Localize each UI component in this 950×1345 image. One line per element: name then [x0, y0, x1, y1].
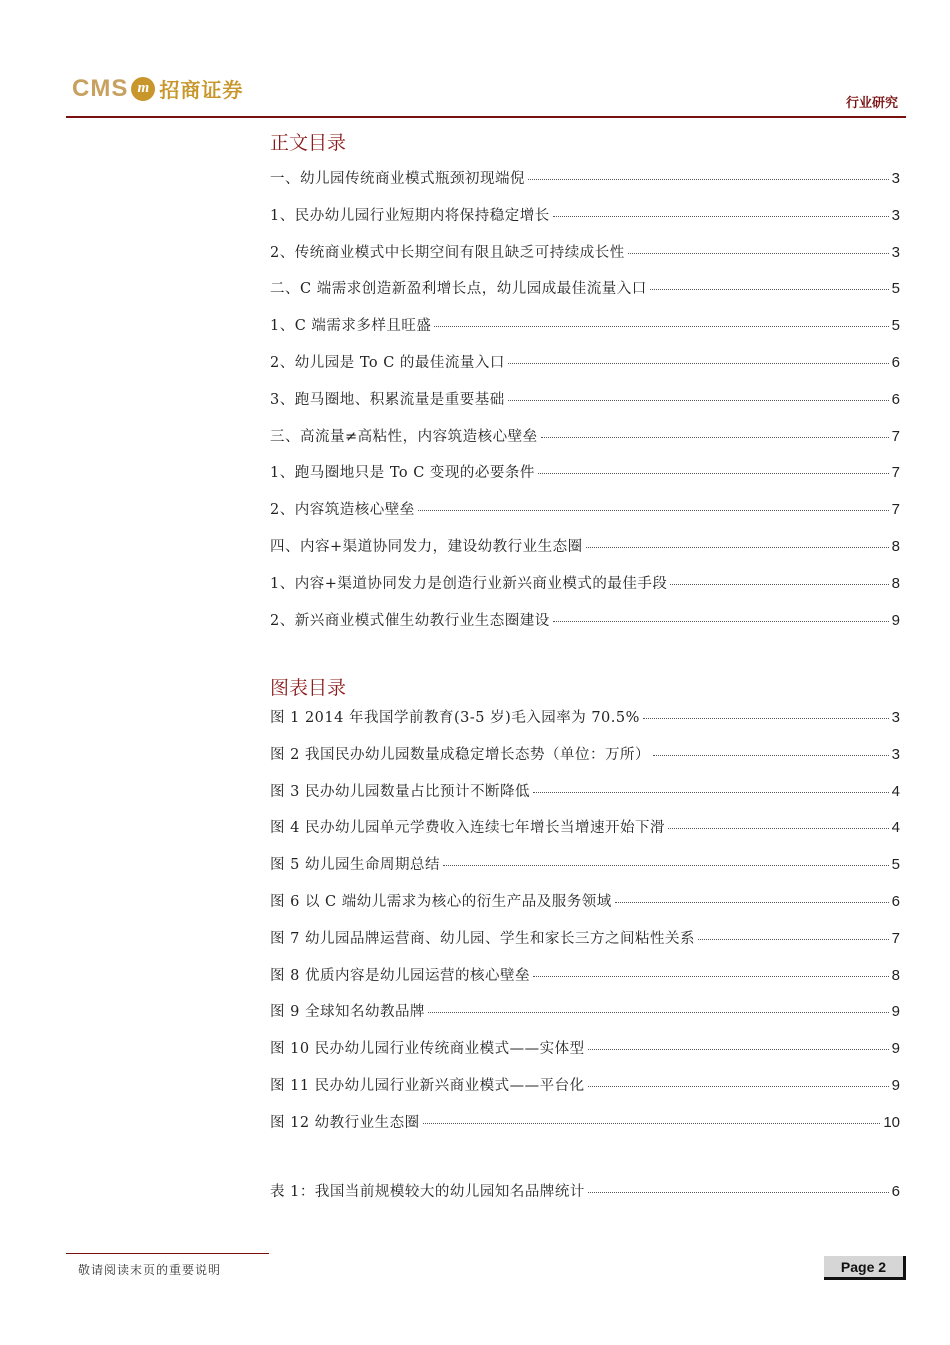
- toc-entry-text: 图 12 幼教行业生态圈: [270, 1114, 420, 1131]
- toc-leader-dots: [553, 216, 889, 217]
- toc-leader-dots: [588, 1192, 889, 1193]
- toc-leader-dots: [628, 253, 889, 254]
- toc-entry-text: 1、内容+渠道协同发力是创造行业新兴商业模式的最佳手段: [270, 575, 668, 592]
- toc-leader-dots: [533, 792, 889, 793]
- company-logo: [72, 74, 243, 103]
- toc-entry[interactable]: [270, 425, 900, 462]
- toc-entry[interactable]: [270, 816, 900, 853]
- toc-entry[interactable]: [270, 780, 900, 817]
- toc-entry-page: 9: [891, 1040, 900, 1058]
- toc-entry-text: 图 11 民办幼儿园行业新兴商业模式——平台化: [270, 1077, 585, 1094]
- figures-title: 图表目录: [270, 677, 347, 699]
- toc-entry-text: 图 4 民办幼儿园单元学费收入连续七年增长当增速开始下滑: [270, 820, 665, 837]
- toc-entry-text: 2、新兴商业模式催生幼教行业生态圈建设: [270, 612, 550, 629]
- toc-leader-dots: [553, 621, 889, 622]
- toc-title: 正文目录: [270, 132, 347, 154]
- toc-leader-dots: [650, 289, 889, 290]
- toc-entry-text: 一、幼儿园传统商业模式瓶颈初现端倪: [270, 171, 525, 187]
- toc-entry[interactable]: [270, 1037, 900, 1074]
- toc-leader-dots: [643, 718, 889, 719]
- logo-chinese-text: 招商证券: [159, 78, 244, 102]
- toc-entry[interactable]: [270, 1074, 900, 1111]
- toc-entry[interactable]: [270, 241, 900, 278]
- toc-entry-text: 3、跑马圈地、积累流量是重要基础: [270, 391, 505, 408]
- toc-entry-page: 3: [891, 206, 900, 224]
- toc-entry-text: 1、跑马圈地只是 To C 变现的必要条件: [270, 465, 535, 482]
- toc-entry-text: 图 3 民办幼儿园数量占比预计不断降低: [270, 783, 530, 800]
- toc-leader-dots: [533, 976, 889, 977]
- toc-leader-dots: [586, 547, 889, 548]
- toc-entry-page: 3: [891, 243, 900, 261]
- toc-entry[interactable]: [270, 890, 900, 927]
- toc-entry-page: 9: [891, 1003, 900, 1021]
- toc-entry-page: 6: [891, 390, 900, 408]
- toc-entry[interactable]: [270, 743, 900, 780]
- toc-entry-page: 4: [891, 782, 900, 800]
- toc-entry-page: 7: [891, 427, 900, 445]
- toc-entry-text: 图 2 我国民办幼儿园数量成稳定增长态势（单位：万所）: [270, 746, 650, 763]
- toc-leader-dots: [443, 865, 889, 866]
- section-label: 行业研究: [845, 96, 898, 111]
- toc-entry-page: 3: [891, 745, 900, 763]
- toc-entry-page: 9: [891, 1076, 900, 1094]
- toc-entry-page: 10: [883, 1113, 900, 1131]
- toc-entry[interactable]: [270, 204, 900, 241]
- toc-entry-page: 7: [891, 929, 900, 947]
- toc-entry[interactable]: [270, 314, 900, 351]
- page-header: [0, 0, 950, 120]
- logo-cms-text: CMS: [72, 74, 129, 102]
- toc-entry-page: 6: [891, 1183, 900, 1200]
- toc-leader-dots: [615, 902, 889, 903]
- toc-entry-text: 图 8 优质内容是幼儿园运营的核心壁垒: [270, 967, 530, 984]
- toc-entry-text: 2、传统商业模式中长期空间有限且缺乏可持续成长性: [270, 244, 625, 261]
- toc-entry-text: 图 7 幼儿园品牌运营商、幼儿园、学生和家长三方之间粘性关系: [270, 930, 695, 947]
- toc-leader-dots: [670, 584, 888, 585]
- toc-entry[interactable]: [270, 853, 900, 890]
- page-number-badge: Page 2: [824, 1256, 906, 1280]
- figures-list: [270, 706, 900, 1148]
- toc-entry-text: 1、民办幼儿园行业短期内将保持稳定增长: [270, 207, 550, 224]
- toc-entry[interactable]: [270, 609, 900, 646]
- toc-entry[interactable]: [270, 1111, 900, 1148]
- toc-entry-page: 5: [891, 280, 900, 298]
- toc-leader-dots: [588, 1086, 889, 1087]
- toc-leader-dots: [428, 1012, 889, 1013]
- toc-leader-dots: [508, 400, 889, 401]
- logo-mark-icon: m: [131, 77, 155, 101]
- toc-entry-page: 7: [891, 464, 900, 482]
- toc-entry-page: 4: [891, 819, 900, 837]
- toc-entry-page: 7: [891, 501, 900, 519]
- toc-entry[interactable]: [270, 498, 900, 535]
- toc-entry-text: 图 10 民办幼儿园行业传统商业模式——实体型: [270, 1041, 585, 1058]
- toc-entry-page: 8: [891, 574, 900, 592]
- toc-entry-page: 8: [891, 966, 900, 984]
- toc-entry[interactable]: [270, 572, 900, 609]
- toc-leader-dots: [508, 363, 889, 364]
- toc-list: [270, 167, 900, 645]
- toc-leader-dots: [434, 326, 888, 327]
- header-divider: [66, 116, 906, 118]
- toc-entry-page: 3: [891, 709, 900, 726]
- toc-entry-text: 2、内容筑造核心壁垒: [270, 502, 415, 519]
- footer-divider: [66, 1253, 269, 1254]
- tables-list: [270, 1180, 900, 1217]
- toc-entry-text: 图 5 幼儿园生命周期总结: [270, 857, 440, 874]
- toc-entry[interactable]: [270, 706, 900, 743]
- toc-entry-text: 图 6 以 C 端幼儿需求为核心的衍生产品及服务领域: [270, 893, 612, 910]
- toc-leader-dots: [418, 510, 889, 511]
- toc-entry[interactable]: [270, 277, 900, 314]
- toc-entry[interactable]: [270, 964, 900, 1001]
- toc-leader-dots: [698, 939, 889, 940]
- toc-leader-dots: [588, 1049, 889, 1050]
- toc-entry-page: 5: [891, 317, 900, 335]
- toc-entry[interactable]: [270, 461, 900, 498]
- toc-leader-dots: [538, 473, 889, 474]
- toc-entry[interactable]: [270, 167, 900, 204]
- toc-entry-page: 6: [891, 892, 900, 910]
- toc-entry[interactable]: [270, 388, 900, 425]
- footer-note: 敬请阅读末页的重要说明: [78, 1263, 222, 1277]
- toc-entry-text: 1、C 端需求多样且旺盛: [270, 318, 432, 335]
- toc-entry-text: 二、C 端需求创造新盈利增长点，幼儿园成最佳流量入口: [270, 281, 647, 298]
- toc-entry-text: 四、内容+渠道协同发力，建设幼教行业生态圈: [270, 538, 583, 555]
- toc-leader-dots: [528, 179, 889, 180]
- toc-entry-page: 8: [891, 537, 900, 555]
- toc-entry[interactable]: [270, 351, 900, 388]
- toc-entry[interactable]: [270, 1180, 900, 1217]
- toc-entry-text: 图 9 全球知名幼教品牌: [270, 1004, 425, 1021]
- toc-leader-dots: [541, 437, 889, 438]
- toc-entry-text: 表 1：我国当前规模较大的幼儿园知名品牌统计: [270, 1184, 585, 1200]
- toc-entry[interactable]: [270, 535, 900, 572]
- toc-entry-text: 三、高流量≠高粘性，内容筑造核心壁垒: [270, 428, 538, 445]
- toc-entry[interactable]: [270, 1000, 900, 1037]
- toc-leader-dots: [423, 1123, 881, 1124]
- toc-entry-page: 9: [891, 611, 900, 629]
- toc-entry-page: 3: [891, 170, 900, 187]
- toc-entry[interactable]: [270, 927, 900, 964]
- toc-entry-text: 2、幼儿园是 To C 的最佳流量入口: [270, 354, 505, 371]
- toc-leader-dots: [653, 755, 889, 756]
- toc-entry-text: 图 1 2014 年我国学前教育(3-5 岁)毛入园率为 70.5%: [270, 710, 640, 726]
- toc-entry-page: 5: [891, 856, 900, 874]
- toc-entry-page: 6: [891, 353, 900, 371]
- toc-leader-dots: [668, 828, 889, 829]
